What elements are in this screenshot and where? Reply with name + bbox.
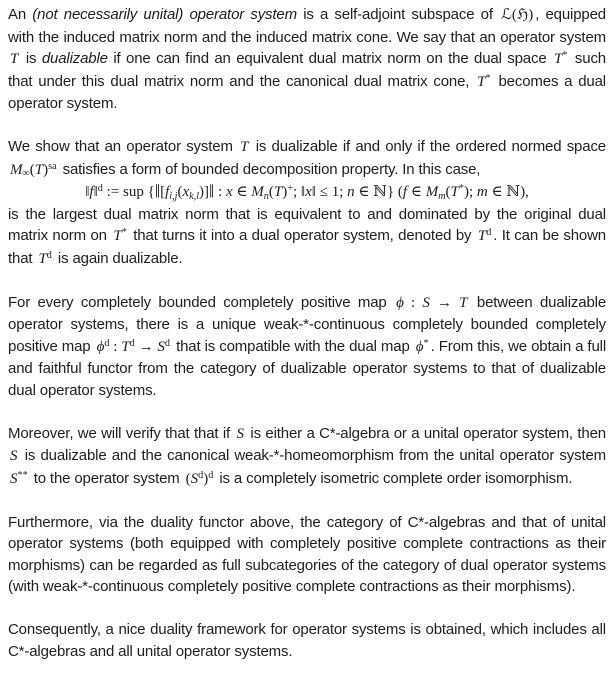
math-roman-run: $^d$ : (104, 337, 122, 355)
math-roman-run: : (214, 184, 226, 200)
math-roman-run (562, 51, 567, 67)
math-roman-run: ( (268, 184, 274, 200)
math-run: x (225, 184, 233, 200)
math-run: T (554, 51, 563, 67)
math-run: ϕ (415, 338, 424, 355)
math-run: m (476, 184, 488, 200)
math-run: S (190, 470, 199, 487)
inline-math (236, 426, 244, 442)
math-run: T (10, 51, 19, 67)
superscript: * (562, 50, 568, 62)
math-roman-run: ( (185, 470, 191, 487)
text-run: satisfies a form of bounded decomposition property. In this case, (58, 160, 481, 178)
subscript: n (263, 190, 269, 202)
math-roman-run: → (429, 294, 460, 311)
text-block (8, 292, 606, 402)
math-run: f (89, 184, 94, 200)
math-roman-run: $^d$)$^d$ (198, 469, 214, 487)
superscript: d (198, 469, 204, 481)
math-roman-run (486, 228, 491, 244)
superscript: sa (48, 160, 57, 172)
inline-math (477, 74, 490, 90)
inline-math (113, 228, 126, 244)
math-roman-run: ∈ (232, 184, 252, 200)
math-run: S (10, 448, 18, 464)
abstract-text (8, 4, 606, 662)
math-roman-run: ( (29, 161, 35, 178)
paragraph (8, 136, 606, 270)
superscript: * (121, 227, 127, 239)
math-roman-run: ‖ (85, 184, 90, 200)
math-roman-run: ‖$^d$ := sup { (93, 183, 155, 200)
math-run: $f_{i,j}$ (165, 184, 178, 202)
math-run: T (240, 139, 249, 155)
math-roman-run (165, 339, 170, 355)
math-big-delimiter: ‖ (209, 181, 215, 203)
superscript: d (129, 337, 135, 349)
text-block (8, 4, 606, 115)
display-formula (8, 181, 606, 204)
math-roman-run: )+; ‖ (282, 183, 306, 200)
text-run: is again dualizable. (53, 249, 183, 267)
text-run: Consequently, a nice duality framework for operator systems is obtained, which includes all C*-algebras and all unital operator systems. (8, 621, 606, 660)
math-run: ϕ (96, 338, 105, 355)
math-roman-run: ∈ (407, 184, 426, 200)
text-run: is a self-adjoint subspace of (296, 6, 500, 23)
math-big-delimiter: ‖ (154, 181, 161, 203)
text-run: is either a C*-algebra or a unital operator system, then (245, 424, 606, 442)
paragraph (8, 292, 606, 402)
inline-math (396, 295, 467, 311)
math-roman-run: ‖ ≤ 1; (311, 184, 348, 200)
superscript: * (423, 337, 429, 349)
text-run: . It can be shown that (8, 227, 606, 267)
text-run: , equipped with the induced matrix norm and the induced matrix cone. We say that an operator system (8, 6, 606, 46)
text-run: Furthermore, via the duality functor above, the category of C*-algebras and that of unital operator systems (both equipped with completely positive complete contractions as their morphisms) can be regarded as full subcategories of the category of dual operator systems (with weak-*-continuous completely positive complete contractions as their morphisms). (8, 513, 606, 595)
math-roman-run (122, 228, 127, 244)
text-block (8, 423, 606, 491)
math-run: T (477, 228, 487, 244)
subscript: i,j (169, 190, 178, 202)
text-run: For every completely bounded completely positive map (8, 293, 395, 311)
inline-math (554, 51, 567, 67)
text-run: between dualizable operator systems, there is a unique weak-*-continuous completely bounded completely positive map (8, 293, 607, 355)
math-run: $M_\infty$ (10, 161, 30, 180)
text-run: is dualizable and the canonical weak-*-homeomorphism from the unital operator system (19, 447, 606, 464)
emphasis-run: (not necessarily unital) operator system (32, 6, 297, 23)
text-block (8, 512, 606, 598)
math-run: T (38, 250, 47, 267)
text-block (8, 204, 606, 271)
inline-math (240, 139, 248, 155)
math-run: T (450, 184, 459, 200)
inline-math (416, 339, 429, 355)
math-roman-run: ( (445, 184, 451, 200)
math-run: T (34, 161, 44, 178)
math-run: T (113, 228, 122, 244)
text-run: such that under this dual matrix norm and the canonical dual matrix cone, (8, 50, 606, 90)
text-run: is dualizable if and only if the ordered normed space (250, 138, 606, 155)
math-run: $x_{k,l}$ (182, 184, 200, 202)
superscript: * (485, 72, 491, 84)
math-run: f (402, 184, 408, 200)
inline-math (10, 51, 18, 67)
superscript: d (104, 337, 110, 349)
superscript: ** (17, 469, 28, 481)
superscript: d (486, 227, 492, 239)
math-run: n (347, 184, 355, 200)
math-run: S (236, 425, 244, 442)
text-run: if one can find an equivalent dual matrix norm on the dual space (107, 50, 552, 67)
inline-math (478, 228, 491, 244)
math-roman-run: *); (458, 183, 477, 200)
math-run: T (273, 184, 283, 200)
math-roman-run: ( (177, 184, 183, 200)
text-run: is the largest dual matrix norm that is equivalent to and dominated by the original dual matrix norm on (8, 205, 606, 244)
math-roman-run: $^d$ → (129, 337, 158, 355)
paragraph (8, 4, 606, 115)
paragraph (8, 423, 606, 491)
math-run: x (305, 184, 312, 200)
inline-math (10, 162, 57, 178)
math-roman-run: ( (394, 184, 403, 200)
superscript: * (458, 183, 464, 195)
text-run: is a completely isometric complete order isomorphism. (215, 469, 573, 487)
emphasis-run: dualizable (41, 50, 108, 67)
math-run: S (157, 338, 165, 355)
math-roman-run (424, 339, 429, 355)
math-run: T (121, 338, 130, 355)
math-roman-run (18, 471, 28, 487)
inline-math (10, 471, 28, 487)
math-run: T (477, 73, 486, 90)
text-run: Moreover, we will verify that that if (8, 424, 235, 442)
math-run: $M_m$ (425, 184, 446, 202)
text-run: . From this, we obtain a full and faithful functor from the category of dualizable operator systems to that of dualizable dual operator systems. (8, 337, 607, 399)
text-run: An (8, 6, 33, 23)
math-roman-run: ℒ(ℌ) (501, 7, 534, 23)
inline-math (85, 181, 529, 203)
math-run: T (459, 294, 468, 311)
subscript: m (438, 190, 446, 202)
superscript: d (46, 249, 52, 261)
math-roman-run: )] (199, 184, 210, 200)
math-roman-run (47, 251, 52, 267)
paragraph (8, 619, 606, 662)
math-run: $M_n$ (251, 184, 269, 202)
math-run: S (10, 470, 18, 487)
math-roman-run (486, 74, 491, 90)
text-run: We show that an operator system (8, 138, 239, 155)
math-roman-run: [ (160, 184, 166, 200)
subscript: ∞ (22, 168, 30, 180)
text-run: becomes a dual operator system. (8, 72, 606, 112)
text-run: is (20, 50, 42, 67)
inline-math (38, 251, 51, 267)
superscript: d (208, 469, 214, 481)
superscript: d (164, 337, 170, 349)
paragraph (8, 512, 606, 598)
math-roman-run: ∈ ℕ} (354, 184, 395, 200)
text-block (8, 136, 606, 181)
text-block (8, 619, 606, 662)
math-roman-run: : (403, 294, 423, 311)
math-roman-run: ∈ ℕ), (487, 184, 529, 200)
inline-math (186, 471, 214, 487)
inline-math (97, 339, 170, 355)
text-run: that is compatible with the dual map (172, 337, 414, 355)
text-run: to the operator system (29, 469, 184, 487)
math-run: ϕ (396, 294, 404, 311)
inline-math (501, 7, 533, 23)
superscript: d (97, 183, 103, 195)
subscript: k,l (189, 190, 200, 202)
text-run: that turns it into a dual operator system, denoted by (128, 227, 476, 244)
math-roman-run: )$^{sa}$ (43, 160, 57, 178)
math-run: S (422, 294, 430, 311)
superscript: + (287, 183, 293, 195)
inline-math (10, 448, 18, 464)
